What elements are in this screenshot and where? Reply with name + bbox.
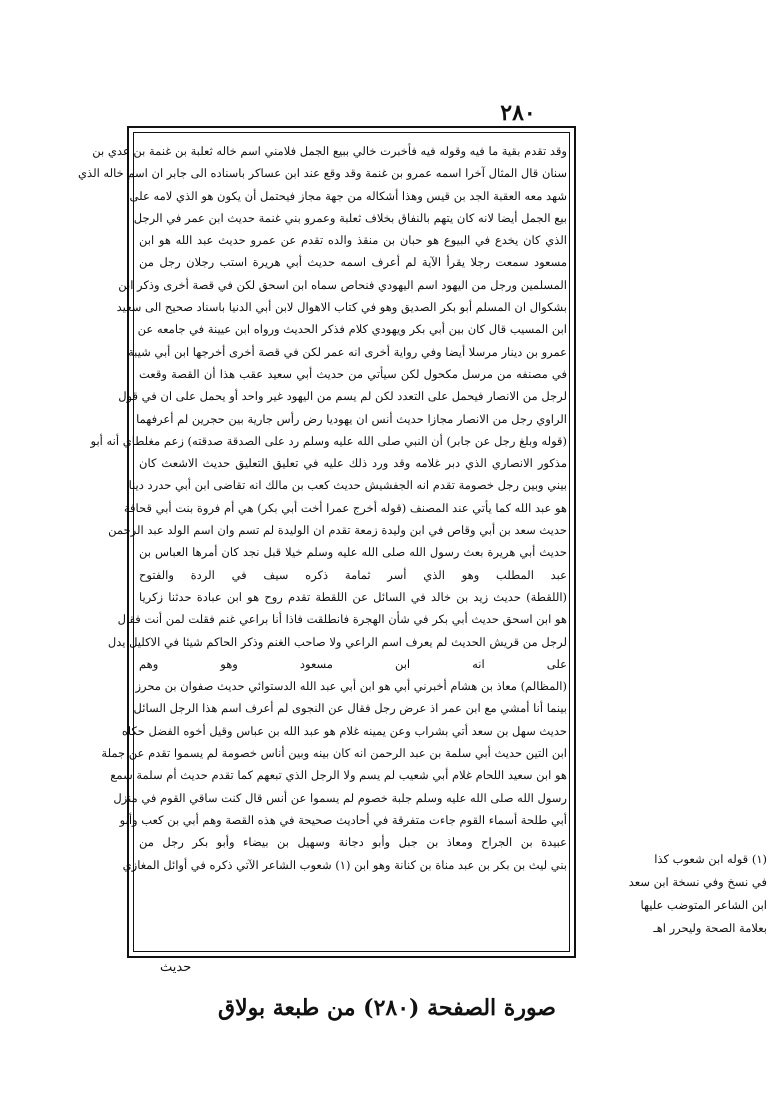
body-text-line: على انه ابن مسعود وهو وهم	[139, 656, 567, 671]
body-text-line: في مصنفه من مرسل مكحول لكن سيأتي من حديث أبي سعيد عقب هذا أن القصة وقعت	[139, 366, 567, 381]
main-text-block	[78, 140, 567, 946]
body-text-line: عبيدة بن الجراح ومعاذ بن جبل وأبو دجانة وسهيل بن بيضاء وأبو بكر رجل من	[139, 835, 567, 850]
margin-note	[585, 848, 767, 940]
body-text-line: (اللقطة) حديث زيد بن خالد في السائل عن اللقطة تقدم روح هو ابن عبادة حدثنا زكريا	[139, 589, 567, 604]
body-text-line: (المظالم) معاذ بن هشام أخبرني أبي هو ابن أبي عبد الله الدستوائي حديث صفوان بن محرز	[135, 679, 567, 694]
body-text-line: المسلمين ورجل من اليهود اسم اليهودي فنحاص سماه ابن اسحق لكن في قصة أخرى وذكر ابن	[118, 277, 567, 292]
body-text-line: أبي طلحة أسماء القوم جاءت متفرقة في أحاديث صحيحة في هذه القصة وهم أبي بن كعب وأبو	[119, 812, 567, 827]
body-text-line: بيني وبين رجل خصومة تقدم انه الجفشيش حديث كعب بن مالك انه تقاضى ابن أبي حدرد دينا	[128, 478, 567, 493]
body-text-line: ابن التين حديث أبي سلمة بن عبد الرحمن انه كان بينه وبين أناس خصومة لم يسموا تقدم عن جملة	[101, 746, 567, 761]
body-text-line: لرجل من قريش الحديث لم يعرف اسم الراعي ولا صاحب الغنم وذكر الحاكم شيئا في الاكليل يدل	[107, 634, 567, 649]
body-text-line: وقد تقدم بقية ما فيه وقوله فيه فأخبرت خالي ببيع الجمل فلامني اسم خاله ثعلبة بن غنمة بن عدي بن	[92, 144, 567, 158]
page-caption: صورة الصفحة (٢٨٠) من طبعة بولاق	[218, 995, 556, 1021]
margin-note-line: ابن الشاعر المتوضب عليها	[640, 898, 767, 912]
body-text-line: سنان قال المثال آخرا اسمه عمرو بن غنمة وقد وقع عند ابن عساكر باسناده الى جابر ان اسم خاله الذي	[78, 166, 567, 181]
body-text-line: هو ابن اسحق حديث أبي بكر في شأن الهجرة فانطلقت فاذا أنا براعي غنم فقلت لمن أنت فقال	[117, 612, 567, 627]
body-text-line: هو عبد الله كما يأتي عند المصنف (قوله أخرج عمرا أخت أبي بكر) هي أم فروة بنت أبي قحافة	[123, 500, 567, 515]
body-text-line: الراوي رجل من الانصار مجازا حديث أنس ان يهوديا رض رأس جارية بين حجرين لم أعرفهما	[136, 411, 567, 426]
body-text-line: عمرو بن دينار مرسلا أيضا وفي رواية أخرى انه عمر لكن في قصة أخرى أخرجها ابن أبي شيبة	[127, 344, 567, 359]
body-text-line: مسعود سمعت رجلا يقرأ الآية لم أعرف اسمه حديث أبي هريرة استب رجلان رجل من	[139, 255, 567, 270]
margin-note-line: (١) قوله ابن شعوب كذا	[654, 852, 767, 866]
body-text-line: (قوله وبلغ رجل عن جابر) أن النبي صلى الله عليه وسلم رد على الصدقة صدقته) زعم مغلطاي أنه أبو	[90, 433, 567, 448]
body-text-line: حديث سهل بن سعد أتي بشراب وعن يمينه غلام هو عبد الله بن عباس وقيل أخوه الفضل حكاه	[121, 723, 567, 738]
body-text-line: حديث أبي هريرة بعث رسول الله صلى الله عليه وسلم خيلا قبل نجد كان أمرها العباس بن	[139, 545, 567, 560]
body-text-line: مذكور الانصاري الذي دبر غلامه وقد ورد ذلك عليه في تعليق التعليق حديث الاشعث كان	[139, 456, 567, 471]
body-text-line: رسول الله صلى الله عليه وسلم جلبة خصوم لم يسموا عن أنس قال كنت ساقي القوم في منزل	[113, 790, 567, 805]
body-text-line: بشكوال ان المسلم أبو بكر الصديق وهو في كتاب الاهوال لابن أبي الدنيا باسناد صحيح الى سعيد	[116, 300, 567, 315]
body-text-line: ابن المسيب قال كان بين أبي بكر ويهودي كلام فذكر الحديث ورواه ابن عيينة في جامعه عن	[137, 322, 567, 337]
margin-note-line: في نسخ وفي نسخة ابن سعد	[628, 875, 767, 889]
catchword: حديث	[160, 960, 192, 975]
body-text-line: عبد المطلب وهو الذي أسر ثمامة ذكره سيف في الردة والفتوح	[139, 567, 567, 582]
body-text-line: شهد معه العقبة الجد بن قيس وهذا أشكاله من جهة مجاز فيحتمل أن يكون هو الذي لامه على	[129, 188, 567, 203]
body-text-line: بينما أنا أمشي مع ابن عمر اذ عرض رجل فقال عن النجوى لم أعرف اسم هذا الرجل السائل	[133, 701, 567, 716]
page-number: ٢٨٠	[500, 100, 536, 126]
body-text-line: بيع الجمل أيضا لانه كان يتهم بالنفاق بخلاف ثعلبة وعمرو بني غنمة حديث ابن عمر في الرجل	[133, 210, 567, 225]
body-text-line: هو ابن سعيد اللحام غلام أبي شعيب لم يسم ولا الرجل الذي تبعهم كما تقدم حديث أم سلمة سمع	[110, 768, 567, 783]
body-text-line: لرجل من الانصار فيحمل على التعدد لكن لم يسم من اليهود غير واحد أو يحمل على ان في قول	[118, 389, 567, 404]
margin-note-line: بعلامة الصحة وليحرر اهـ	[653, 921, 767, 935]
body-text-line: بني ليث بن بكر بن عبد مناة بن كنانة وهو ابن (١) شعوب الشاعر الآتي ذكره في أوائل المغازي	[122, 857, 567, 872]
body-text-line: الذي كان يخدع في البيوع هو حبان بن منقذ والده تقدم عن عمرو حديث عبد الله هو ابن	[139, 233, 567, 248]
body-text-line: حديث سعد بن أبي وقاص في ابن وليدة زمعة تقدم ان الوليدة لم تسم وان اسم الولد عبد الرحمن	[108, 523, 567, 538]
